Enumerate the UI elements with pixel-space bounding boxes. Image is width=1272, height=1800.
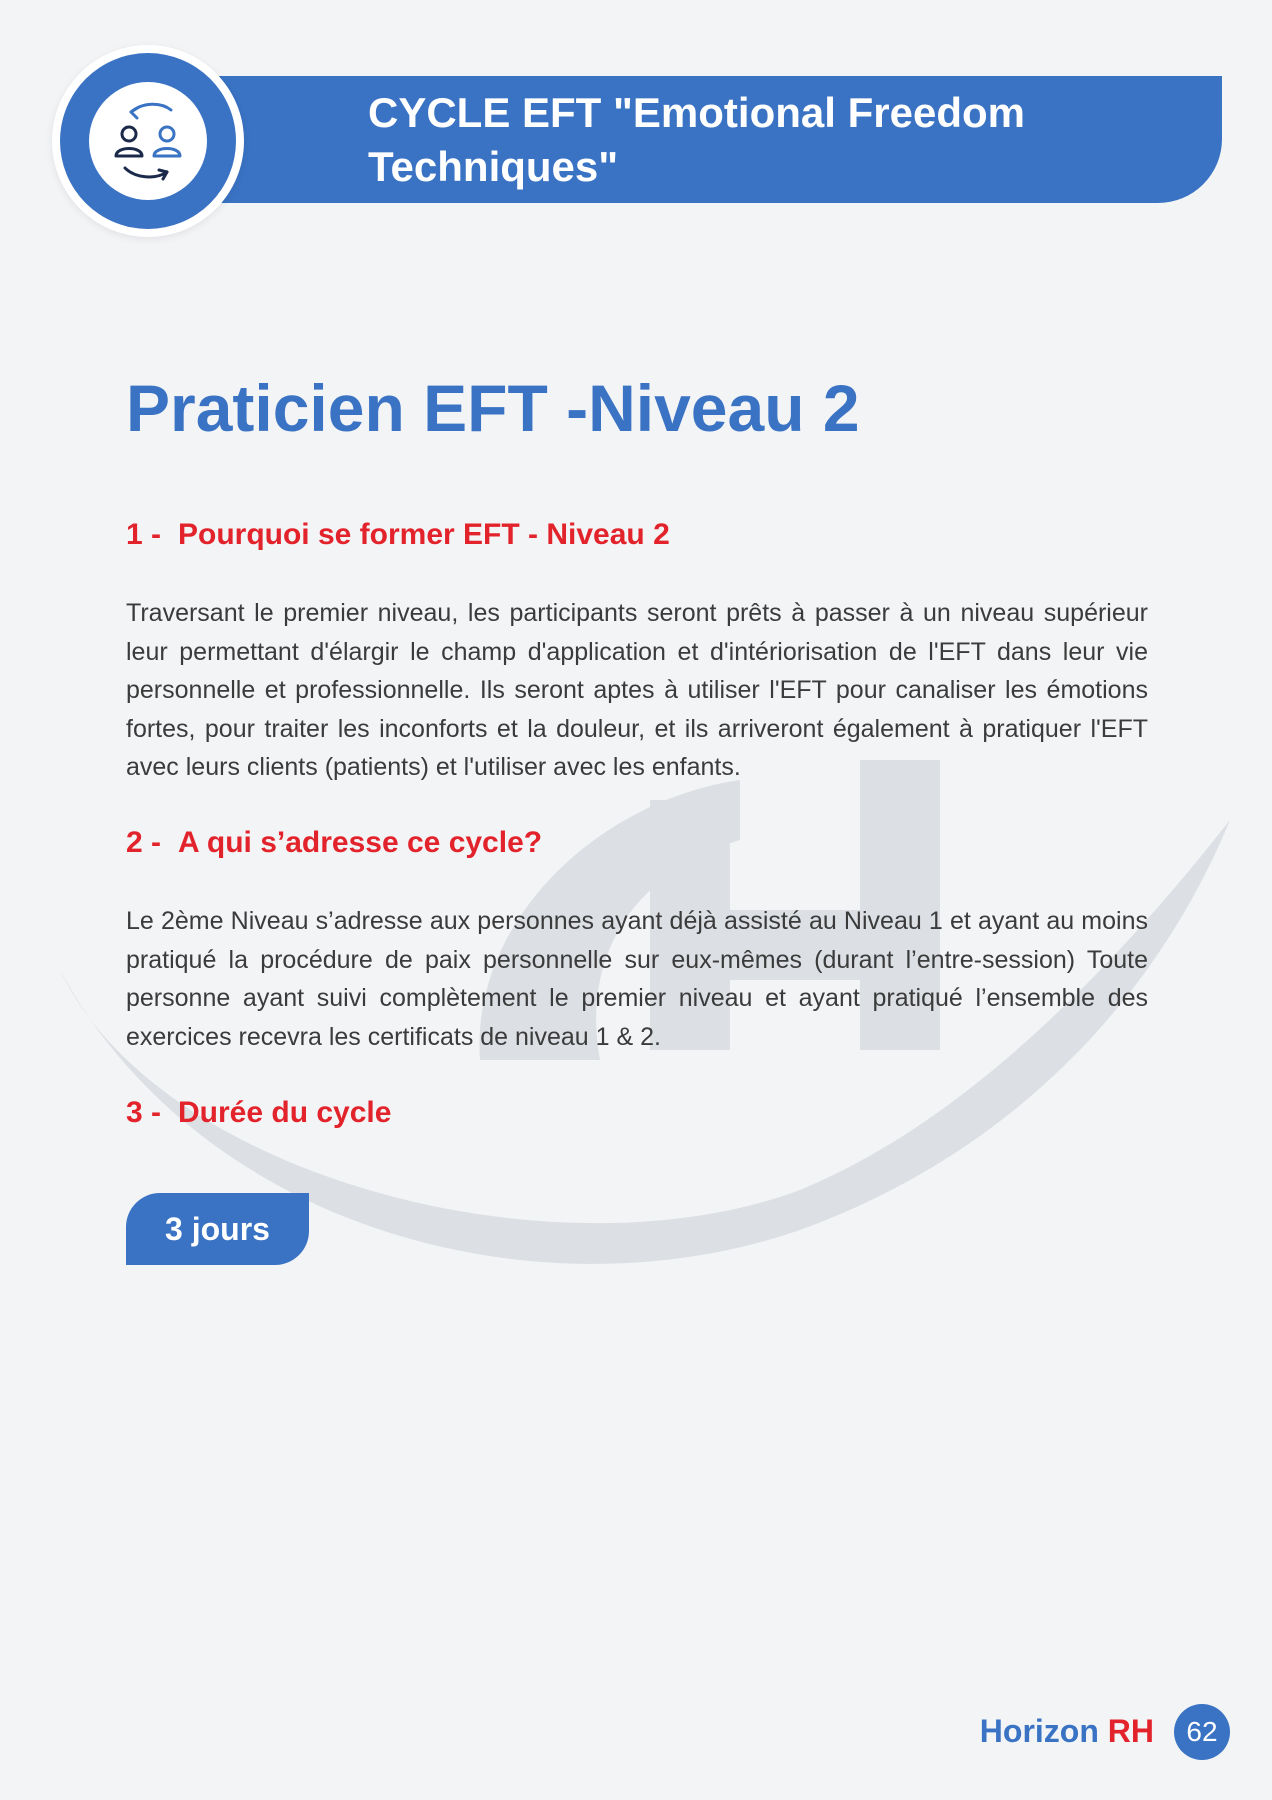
- section-number: 2 -: [126, 826, 162, 859]
- brand-suffix: RH: [1107, 1713, 1154, 1749]
- section-heading-1: [126, 515, 670, 555]
- section-title: A qui s’adresse ce cycle?: [178, 826, 543, 859]
- section-heading-2: [126, 823, 542, 863]
- header-badge: [52, 45, 244, 237]
- footer-brand: [980, 1711, 1154, 1751]
- section-paragraph-1: Traversant le premier niveau, les participants seront prêts à passer à un niveau supérieur leur permettant d'élargir le champ d'application et d'intériorisation de l'EFT dans leur vie personnelle et professionnelle. Ils seront aptes à utiliser l'EFT pour canaliser les émotions fortes, pour traiter les inconforts et la douleur, et ils arriveront également à pratiquer l'EFT avec leurs clients (patients) et l'utiliser avec les enfants.: [126, 599, 1148, 781]
- section-paragraph-2: Le 2ème Niveau s’adresse aux personnes ayant déjà assisté au Niveau 1 et ayant au moins pratiqué la procédure de paix personnelle sur eux-mêmes (durant l’entre-session) Toute personne ayant suivi complètement le premier niveau et ayant pratiqué l’ensemble des exercices recevra les certificats de niveau 1 & 2.: [126, 907, 1148, 1051]
- section-number: 1 -: [126, 518, 162, 551]
- section-number: 3 -: [126, 1096, 162, 1129]
- page-number: 62: [1174, 1704, 1230, 1760]
- duration-badge: 3 jours: [126, 1193, 309, 1265]
- page-title: Praticien EFT -Niveau 2: [126, 371, 860, 445]
- section-title: Durée du cycle: [178, 1096, 392, 1129]
- two-people-exchange-icon: [89, 82, 207, 200]
- header-title: CYCLE EFT "Emotional Freedom Techniques": [368, 89, 1025, 190]
- brand-name: Horizon: [979, 1713, 1099, 1749]
- section-title: Pourquoi se former EFT - Niveau 2: [178, 518, 670, 551]
- section-heading-3: [126, 1093, 391, 1133]
